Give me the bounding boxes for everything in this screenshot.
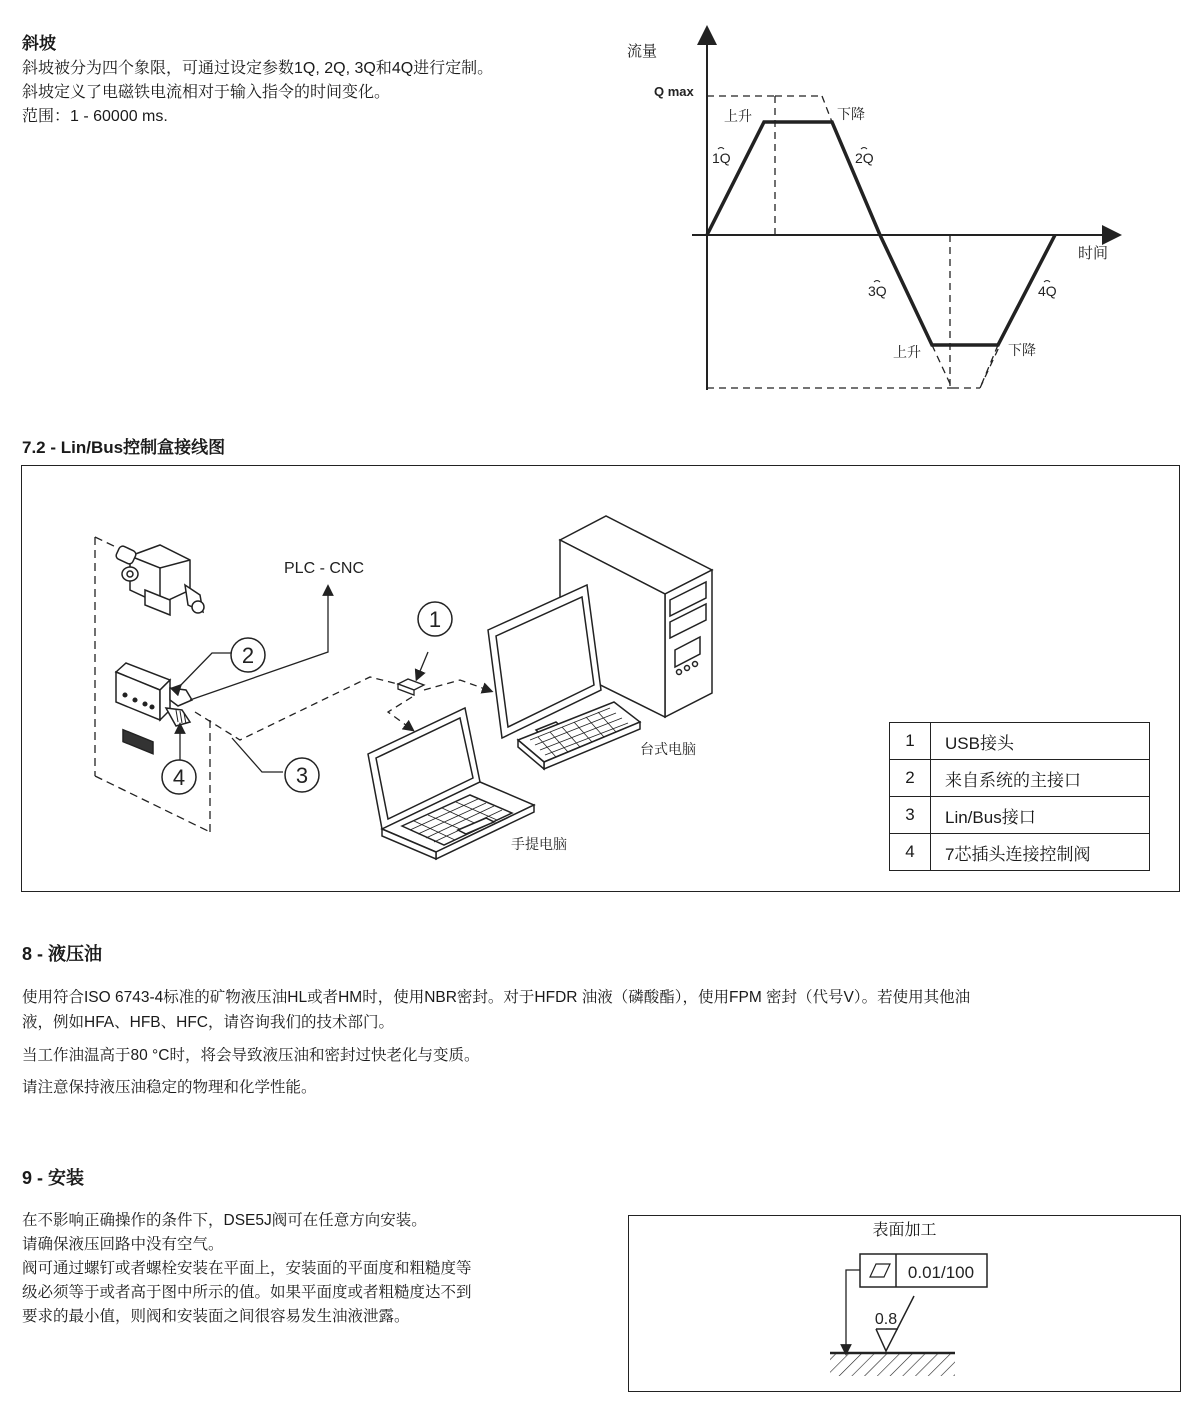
legend-num: 2 xyxy=(890,760,931,797)
legend-row xyxy=(890,723,1150,760)
rise-label-top: 上升 xyxy=(724,108,752,124)
x-axis-label: 时间 xyxy=(1078,245,1109,262)
wiring-legend-table xyxy=(889,722,1150,871)
oil-paragraph-1a: 使用符合ISO 6743-4标准的矿物液压油HL或者HM时，使用NBR密封。对于HFDR 油液（磷酸酯），使用FPM 密封（代号V）。若使用其他油 xyxy=(22,989,971,1006)
install-line-3: 阀可通过螺钉或者螺栓安装在平面上，安装面的平面度和粗糙度等 xyxy=(22,1260,472,1277)
qmax-label: Q max xyxy=(654,84,694,99)
oil-paragraph-1b: 液，例如HFA、HFB、HFC，请咨询我们的技术部门。 xyxy=(22,1014,395,1031)
svg-text:4: 4 xyxy=(172,765,186,790)
valve-solenoid xyxy=(115,545,204,615)
legend-row xyxy=(890,760,1150,797)
plc-label: PLC - CNC xyxy=(284,560,365,577)
roughness-value: 0.8 xyxy=(874,1311,898,1328)
oil-title: 8 - 液压油 xyxy=(22,944,103,964)
laptop-label: 手提电脑 xyxy=(511,836,567,852)
svg-text:2: 2 xyxy=(241,643,255,668)
q4-label: 4Q xyxy=(1038,283,1057,299)
ramp-line-3: 范围：1 - 60000 ms. xyxy=(22,108,168,125)
legend-text: Lin/Bus接口 xyxy=(931,797,1150,834)
ramp-line-1: 斜坡被分为四个象限，可通过设定参数1Q, 2Q, 3Q和4Q进行定制。 xyxy=(22,60,494,77)
install-title: 9 - 安装 xyxy=(22,1168,85,1188)
wiring-diagram xyxy=(22,466,882,890)
wiring-title: 7.2 - Lin/Bus控制盒接线图 xyxy=(22,438,226,457)
oil-paragraph-3: 请注意保持液压油稳定的物理和化学性能。 xyxy=(22,1079,317,1096)
q2-label: 2Q xyxy=(855,150,874,166)
install-line-1: 在不影响正确操作的条件下，DSE5J阀可在任意方向安装。 xyxy=(22,1212,427,1229)
rise-label-bottom: 上升 xyxy=(893,344,921,360)
q3-label: 3Q xyxy=(868,283,887,299)
q1-label: 1Q xyxy=(712,150,731,166)
legend-text: 来自系统的主接口 xyxy=(931,760,1150,797)
ramp-diagram xyxy=(610,25,1130,405)
flatness-value: 0.01/100 xyxy=(907,1263,975,1282)
svg-text:3: 3 xyxy=(295,763,309,788)
legend-row xyxy=(890,834,1150,871)
legend-row xyxy=(890,797,1150,834)
surface-symbol xyxy=(628,1215,1181,1392)
install-line-4: 级必须等于或者高于图中所示的值。如果平面度或者粗糙度达不到 xyxy=(22,1284,472,1301)
legend-num: 4 xyxy=(890,834,931,871)
y-axis-label: 流量 xyxy=(627,43,658,60)
oil-paragraph-2: 当工作油温高于80 °C时，将会导致液压油和密封过快老化与变质。 xyxy=(22,1047,480,1064)
surface-finish-title: 表面加工 xyxy=(872,1222,937,1239)
ramp-line-2: 斜坡定义了电磁铁电流相对于输入指令的时间变化。 xyxy=(22,84,391,101)
legend-num: 3 xyxy=(890,797,931,834)
install-line-5: 要求的最小值，则阀和安装面之间很容易发生油液泄露。 xyxy=(22,1308,410,1325)
fall-label-bottom: 下降 xyxy=(1008,342,1036,358)
fall-label-top: 下降 xyxy=(837,106,865,122)
legend-num: 1 xyxy=(890,723,931,760)
ramp-title: 斜坡 xyxy=(22,34,56,53)
svg-text:1: 1 xyxy=(428,607,442,632)
desktop-label: 台式电脑 xyxy=(640,741,696,757)
install-line-2: 请确保液压回路中没有空气。 xyxy=(22,1236,224,1253)
ramp-profile xyxy=(707,122,1055,345)
legend-text: 7芯插头连接控制阀 xyxy=(931,834,1150,871)
legend-text: USB接头 xyxy=(931,723,1150,760)
